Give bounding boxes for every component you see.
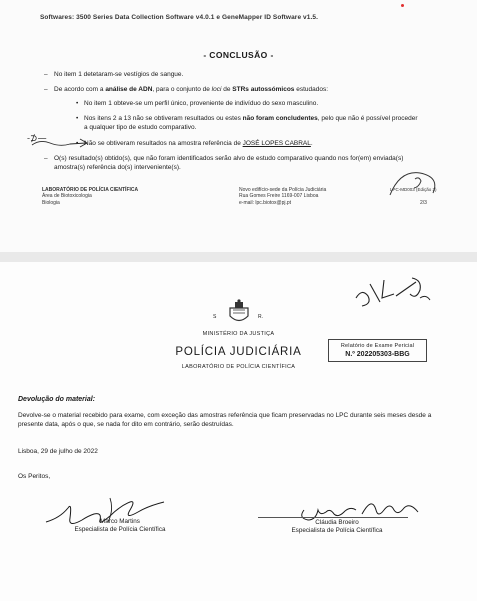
conclusion-item-1: – No item 1 detetaram-se vestígios de sangue. bbox=[44, 71, 184, 78]
footer-doc-code: LPC-MD003 (Edição 3) bbox=[390, 187, 437, 192]
signer-2-title: Especialista de Polícia Científica bbox=[291, 527, 383, 534]
report-number-box bbox=[328, 339, 427, 362]
crest-emblem-icon bbox=[226, 298, 252, 328]
report-page-2-excerpt bbox=[0, 0, 477, 252]
footer-page-number: 2/3 bbox=[420, 200, 427, 206]
sub-item-3: • Não se obtiveram resultados na amostra referência de JOSÉ LOPES CABRAL. bbox=[76, 140, 313, 147]
return-material-text: Devolve-se o material recebido para exame, com exceção das amostras referência que ficam preservadas no LPC durante seis meses desde a presente data, após o que, se nada for dito em contrário, serão destruídas. bbox=[18, 412, 432, 428]
footer-address: Novo edifício-sede da Polícia Judiciária Rua Gomes Freire 1169-007 Lisboa e-mail: lpc.biotox@pj.pt bbox=[239, 187, 327, 206]
footer-lab-info: LABORATÓRIO DE POLÍCIA CIENTÍFICA Área de Biotoxicologia Biologia bbox=[42, 187, 139, 206]
signer-1-name: Marco Martins bbox=[100, 518, 140, 525]
cut-off-software-line: Softwares: 3500 Series Data Collection Software v4.0.1 e GeneMapper ID Software v1.5. bbox=[40, 14, 319, 21]
conclusion-item-3: – O(s) resultado(s) obtido(s), que não foram identificados serão alvo de estudo comparativo quando nos for(em) enviada(s) amostra(s) referência do(s) interveniente(s). bbox=[44, 155, 404, 171]
crest-letter-right: R. bbox=[258, 314, 263, 320]
handwritten-annotation-icon bbox=[350, 272, 440, 317]
report-label: Relatório de Exame Pericial bbox=[340, 343, 415, 349]
report-number: N.º 202205303-BBG bbox=[345, 351, 410, 358]
report-page-3 bbox=[0, 262, 477, 601]
sub-item-1: • No item 1 obteve-se um perfil único, proveniente de indivíduo do sexo masculino. bbox=[76, 100, 319, 107]
date-line: Lisboa, 29 de julho de 2022 bbox=[18, 448, 98, 455]
signer-1-title: Especialista de Polícia Científica bbox=[74, 526, 166, 533]
ministry-title: MINISTÉRIO DA JUSTIÇA bbox=[202, 331, 275, 337]
page-separator bbox=[0, 252, 477, 262]
policia-judiciaria-title: POLÍCIA JUDICIÁRIA bbox=[175, 346, 302, 358]
crest-letter-left: S bbox=[213, 314, 217, 320]
experts-label: Os Peritos, bbox=[18, 473, 51, 480]
red-dot-mark bbox=[401, 4, 404, 7]
signature-line-2 bbox=[258, 517, 408, 518]
sub-item-2: • Nos itens 2 a 13 não se obtiveram resultados ou estes não foram concludentes, pelo que não é possível proceder a qualquer tipo de estudo comparativo. bbox=[76, 115, 418, 131]
signature-block-1 bbox=[60, 518, 180, 534]
conclusion-item-2: – De acordo com a análise de ADN, para o conjunto de loci de STRs autossómicos estudados: bbox=[44, 86, 329, 93]
handwritten-scribble-icon bbox=[385, 165, 445, 205]
handwritten-arrow-icon bbox=[30, 133, 90, 153]
handwritten-margin-arrow: -⊅— bbox=[27, 134, 47, 144]
laboratory-title: LABORATÓRIO DE POLÍCIA CIENTÍFICA bbox=[181, 364, 296, 370]
conclusion-heading: - CONCLUSÃO - bbox=[203, 50, 274, 60]
signature-block-2 bbox=[277, 519, 397, 535]
return-material-heading: Devolução do material: bbox=[18, 396, 96, 403]
signer-2-name: Cláudia Broeiro bbox=[315, 519, 359, 526]
